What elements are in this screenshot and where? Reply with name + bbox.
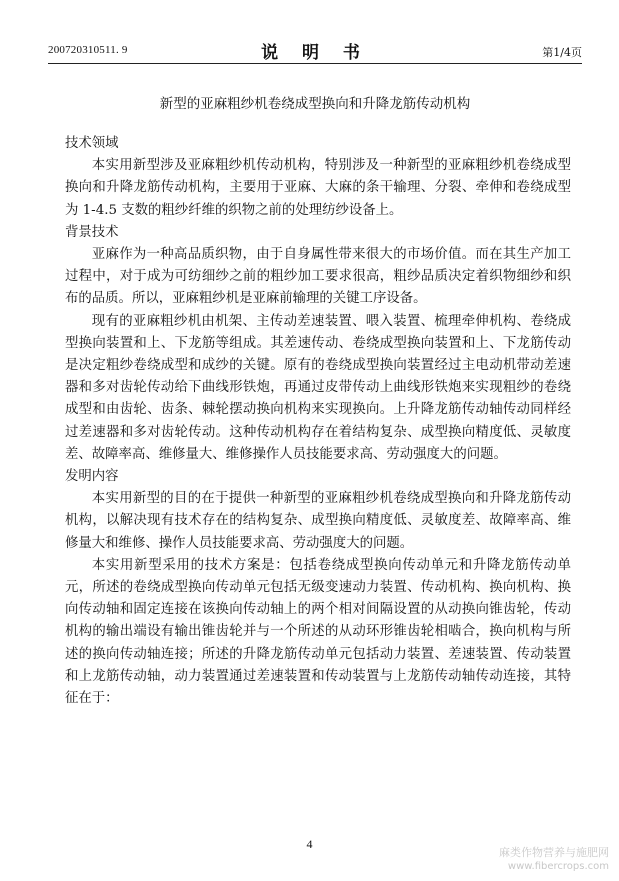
paragraph: 亚麻作为一种高品质织物，由于自身属性带来很大的市场价值。而在其生产加工过程中，对于成为可纺细纱之前的粗纱加工要求很高，粗纱品质决定着织物细纱和织布的品质。所以，亚麻粗纱机是亚麻前输理的关键工序设备。 — [65, 247, 571, 307]
header-divider — [48, 63, 582, 64]
paragraph: 现有的亚麻粗纱机由机架、主传动差速装置、喂入装置、梳理牵伸机构、卷绕成型换向装置和上、下龙筋等组成。其差速传动、卷绕成型换向装置和上、下龙筋传动是决定粗纱卷绕成型和成纱的关键。原有的卷绕成型换向装置经过主电动机带动差速器和多对齿轮传动给下曲线形铁炮，再通过皮带传动上曲线形铁炮来实现粗纱的卷绕成型和由齿轮、齿条、棘轮摆动换向机构来实现换向。上升降龙筋传动轴传动同样经过差速器和多对齿轮传动。这种传动机构存在着结构复杂、成型换向精度低、灵敏度差、故障率高、维修量大、维修操作人员技能要求高、劳动强度大的问题。 — [65, 313, 571, 462]
document-title: 新型的亚麻粗纱机卷绕成型换向和升降龙筋传动机构 — [159, 96, 471, 112]
watermark — [499, 846, 609, 873]
paragraph: 本实用新型的目的在于提供一种新型的亚麻粗纱机卷绕成型换向和升降龙筋传动机构，以解决现有技术存在的结构复杂、成型换向精度低、灵敏度差、故障率高、维修量大和维修、操作人员技能要求高、劳动强度大的问题。 — [65, 491, 571, 551]
page-count: 第1/4页 — [542, 46, 582, 59]
page-header — [48, 38, 582, 62]
watermark-url: www.fibercrops.com — [507, 861, 609, 872]
watermark-site-name: 麻类作物营养与施肥网 — [499, 846, 609, 859]
section-heading: 发明内容 — [65, 469, 119, 485]
application-number: 200720310511. 9 — [48, 44, 128, 56]
section-heading: 背景技术 — [65, 224, 119, 240]
document-type-title: 说 明 书 — [261, 43, 369, 63]
paragraph: 本实用新型采用的技术方案是：包括卷绕成型换向传动单元和升降龙筋传动单元，所述的卷绕成型换向传动单元包括无级变速动力装置、传动机构、换向机构、换向传动轴和固定连接在该换向传动轴上的两个相对间隔设置的从动换向锥齿轮，传动机构的输出端设有输出锥齿轮并与一个所述的从动环形锥齿轮相啮合，换向机构与所述的换向传动轴连接；所述的升降龙筋传动单元包括动力装置、差速装置、传动装置和上龙筋传动轴，动力装置通过差速装置和传动装置与上龙筋传动轴传动连接，其特征在于： — [65, 557, 571, 707]
document-body — [65, 133, 571, 710]
section-heading: 技术领域 — [65, 136, 119, 151]
page-number: 4 — [306, 837, 313, 851]
paragraph: 本实用新型涉及亚麻粗纱机传动机构，特别涉及一种新型的亚麻粗纱机卷绕成型换向和升降龙筋传动机构，主要用于亚麻、大麻的条干输理、分裂、牵伸和卷绕成型为 1-4.5 支数的粗纱纤维的织物之前的处理纺纱设备上。 — [65, 158, 571, 218]
